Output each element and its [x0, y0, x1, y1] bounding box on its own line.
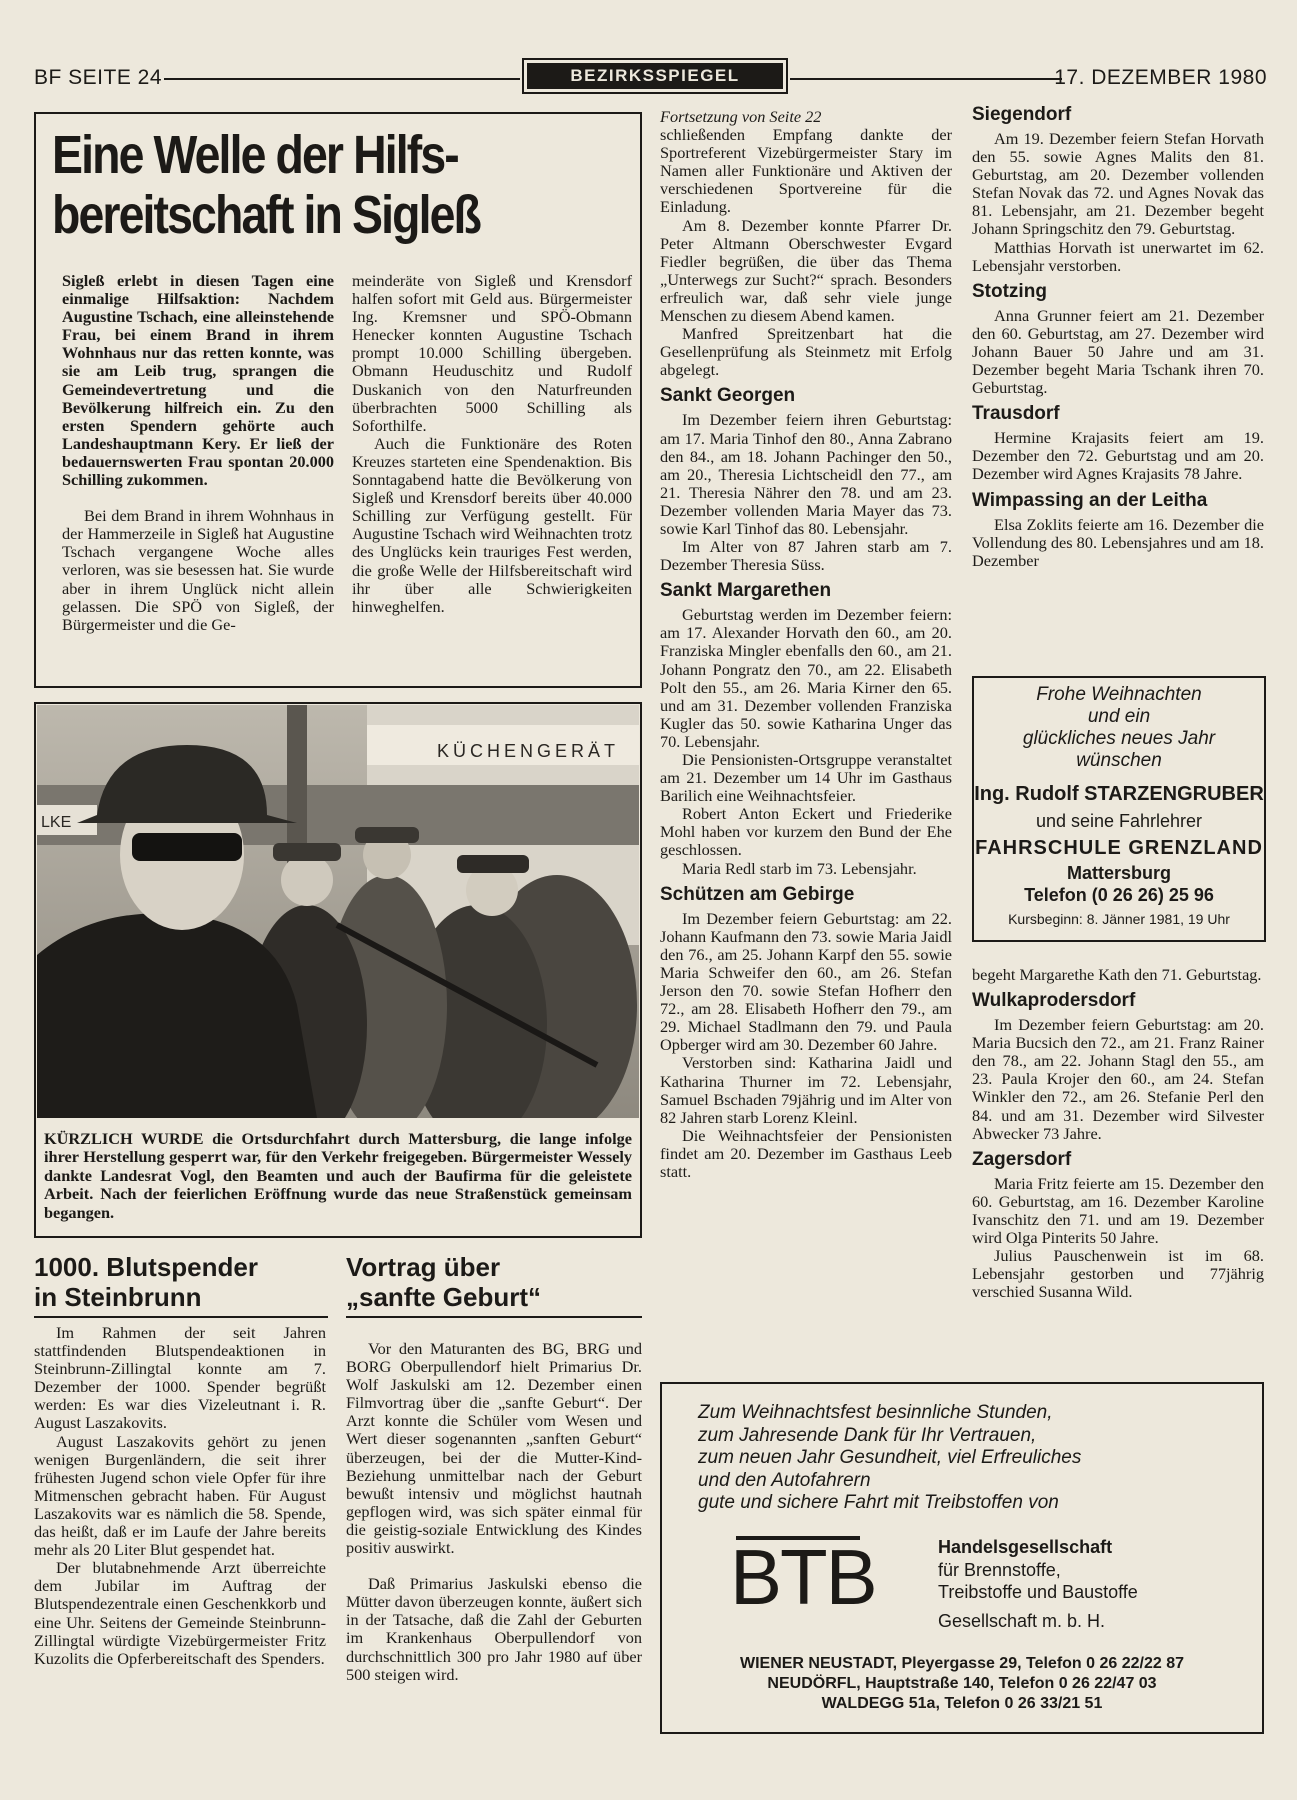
news-paragraph: begeht Margarethe Kath den 71. Geburtstag. — [972, 965, 1262, 984]
btb-greeting-line: gute und sichere Fahrt mit Treibstoffen von — [698, 1492, 1059, 1513]
lead-paragraph: Auch die Funktionäre des Roten Kreuzes starteten eine Spendenaktion. Bis Sonntagabend hatte die Bevölkerung von Sigleß und Krensdorf bereits über 40.000 Schilling zur Verfügung gestellt. Für Augustine Tschach wird Weihnachten trotz des Unglücks kein trauriges Fest werden, die große Welle der Hilfsbereitschaft wird ihr über alle Schwierigkeiten hinweghelfen. — [352, 433, 632, 616]
news-paragraph: Maria Redl starb im 73. Lebensjahr. — [682, 858, 917, 878]
community-news-column-4-continued — [972, 966, 1264, 1301]
blutspender-headline-line2: in Steinbrunn — [34, 1282, 202, 1312]
news-paragraph: Julius Pauschenwein ist im 68. Lebensjahr gestorben und 77jährig verschied Susanna Wild. — [972, 1246, 1264, 1302]
ad-greeting-line: Frohe Weihnachten — [1036, 684, 1202, 705]
ad-greeting-line: und ein — [1087, 706, 1151, 727]
vortrag-paragraph: Daß Primarius Jaskulski ebenso die Mütter davon überzeugen konnte, äußert sich in der Tatsache, daß die Zahl der Geburten im Krankenhaus Oberpullendorf von durchschnittlich 300 pro Jahr 1980 auf über 500 steigen wird. — [346, 1574, 642, 1684]
vortrag-headline — [346, 1252, 646, 1312]
fahrschule-advertisement — [972, 676, 1266, 942]
shop-sign-text: KÜCHENGERÄT — [437, 741, 620, 761]
place-heading-trausdorf: Trausdorf — [972, 403, 1060, 425]
vortrag-paragraph: Vor den Maturanten des BG, BRG und BORG Oberpullendorf hielt Primarius Dr. Wolf Jaskulski am 12. Dezember einen Filmvortrag über die „sanfte Geburt“. Der Arzt konnte die Schüler vom Wesen und Wert dieser sogenannten „sanften Geburt“ überzeugen, bei der die Mutter-Kind-Beziehung unmittelbar nach der Geburt bewußt intensiv und möglichst hautnah gepflogen wird, was sich später einmal für die geistig-soziale Entwicklung des Kindes positiv auswirkt. — [346, 1339, 642, 1558]
place-heading-siegendorf: Siegendorf — [972, 104, 1072, 125]
ad-owner-name: Ing. Rudolf STARZENGRUBER — [974, 783, 1264, 805]
news-paragraph: Matthias Horvath ist unerwartet im 62. Lebensjahr verstorben. — [972, 237, 1264, 275]
blutspender-paragraph: Im Rahmen der seit Jahren stattfindenden Blutspendeaktionen in Steinbrunn-Zillingtal konnte am 7. Dezember der 1000. Spender begrüßt werden: Es war dies Vizeleutnant i. R. August Laszakovits. — [34, 1323, 326, 1433]
vortrag-body — [346, 1340, 642, 1684]
btb-greeting-line: Zum Weihnachtsfest besinnliche Stunden, — [698, 1402, 1053, 1423]
btb-company-line: Treibstoffe und Baustoffe — [938, 1582, 1138, 1602]
news-paragraph: schließenden Empfang dankte der Sportreferent Vizebürgermeister Stary im Namen aller Funktionäre und Aktiven der verschiedenen Sportvereine für die Einladung. — [660, 125, 952, 217]
place-heading-stotzing: Stotzing — [972, 280, 1047, 302]
page-number: BF SEITE 24 — [34, 66, 163, 89]
btb-advertisement — [660, 1382, 1264, 1734]
btb-company-line: Handelsgesellschaft — [938, 1537, 1113, 1557]
header-rule-left — [164, 78, 520, 80]
issue-date: 17. DEZEMBER 1980 — [1054, 66, 1267, 89]
news-paragraph: Im Dezember feiern Geburtstag: am 20. Maria Bucsich den 72., am 21. Franz Rainer den 78., am 22. Johann Stagl den 55., am 23. Paula Krojer den 60., am 24. Stefan Winkler den 72., am 26. Stefanie Perl den 84. und am 31. Dezember wird Silvester Abwecker 73 Jahre. — [972, 1015, 1264, 1143]
news-paragraph: Geburtstag werden im Dezember feiern: am 17. Alexander Horvath den 60., am 20. Franziska Mingler ebenfalls den 60., am 21. Johann Pongratz den 70., am 22. Elisabeth Polt den 55., am 26. Maria Kirner den 65. und am 31. Dezember vollenden Franziska Kugler das 50. sowie Katharina Unger das 70. Lebensjahr. — [660, 605, 952, 751]
news-paragraph: Im Dezember feiern Geburtstag: am 22. Johann Kaufmann den 73. sowie Maria Jaidl den 76., am 25. Johann Karpf den 55. sowie Maria Schweifer den 60., am 26. Stefan Jerson den 70. sowie Stefan Hofherr den 72., am 28. Elisabeth Hofherr den 79., am 29. Michael Stadlmann den 79. und Paula Opberger wird am 30. Dezember 60 Jahre. — [660, 908, 952, 1055]
place-heading-zagersdorf: Zagersdorf — [972, 1148, 1072, 1170]
place-heading-sankt-margarethen: Sankt Margarethen — [660, 580, 832, 602]
news-paragraph: Im Dezember feiern ihren Geburtstag: am 17. Maria Tinhof den 80., Anna Zabrano den 84., am 18. Johann Pachinger den 50., am 20., Theresia Lichtscheidl den 77., am 21. Theresia Nährer den 78. und am 23. Dezember vollenden Maria Mayer das 73. sowie Karl Tinhof das 80. Lebensjahr. — [660, 410, 952, 538]
ad-course-date: Kursbeginn: 8. Jänner 1981, 19 Uhr — [1008, 911, 1230, 927]
lead-headline — [52, 125, 534, 245]
btb-company-block — [938, 1536, 1138, 1632]
lead-headline-line1: Eine Welle der Hilfs- — [52, 125, 458, 185]
vortrag-headline-line2: „sanfte Geburt“ — [346, 1282, 542, 1312]
photo-caption: KÜRZLICH WURDE die Ortsdurchfahrt durch Mattersburg, die lange infolge ihrer Herstellung gesperrt war, für den Verkehr freigegeben. Bürgermeister Wessely dankte Landesrat Vogl, den Beamten und auch der Baufirma für die geleistete Arbeit. Nach der feierlichen Eröffnung wurde das neue Straßenstück gemeinsam begangen. — [44, 1129, 632, 1222]
news-paragraph: Elsa Zoklits feierte am 16. Dezember die Vollendung des 80. Lebensjahres und am 18. Dezember — [972, 514, 1264, 570]
place-heading-sankt-georgen: Sankt Georgen — [660, 385, 796, 407]
ad-greeting-line: glückliches neues Jahr — [1022, 728, 1216, 749]
community-news-column-4 — [972, 104, 1264, 570]
lead-paragraph: meinderäte von Sigleß und Krensdorf halfen sofort mit Geld aus. Bürgermeister Ing. Kremsner und SPÖ-Obmann Henecker konnten Augustine Tschach prompt 10.000 Schilling übergeben. Obmann Heuduschitz und Rudolf Duskanich von den Naturfreunden überbrachten 5000 Schilling als Soforthilfe. — [352, 271, 632, 435]
shop-sign-left-text: LKE — [41, 814, 72, 831]
btb-address-line: WIENER NEUSTADT, Pleyergasse 29, Telefon 0 26 22/22 87 — [739, 1655, 1185, 1672]
news-paragraph: Robert Anton Eckert und Friederike Mohl haben vor kurzem den Bund der Ehe geschlossen. — [660, 804, 952, 860]
news-paragraph: Die Weihnachtsfeier der Pensionisten findet am 20. Dezember im Gasthaus Leeb statt. — [660, 1125, 952, 1181]
news-paragraph: Am 19. Dezember feiern Stefan Horvath den 55. sowie Agnes Malits den 81. Geburtstag, am 20. Dezember vollenden Stefan Novak das 72. und Agnes Novak das 81. Lebensjahr, am 21. Dezember begeht Johann Springschitz den 79. Geburtstag. — [972, 129, 1264, 239]
btb-company-line: Gesellschaft m. b. H. — [938, 1610, 1106, 1631]
ad-school-name: FAHRSCHULE GRENZLAND — [975, 837, 1263, 859]
blutspender-paragraph: Der blutabnehmende Arzt überreichte dem Jubilar im Auftrag der Blutspendezentrale einen Geschenkkorb und eine Uhr. Seitens der Gemeinde Steinbrunn-Zillingtal würdigte Vizebürgermeister Fritz Kuzolits die Opferbereitschaft des Spenders. — [34, 1558, 326, 1668]
vortrag-rule — [346, 1316, 642, 1318]
news-paragraph: Maria Fritz feierte am 15. Dezember den 60. Geburtstag, am 16. Dezember Karoline Ivanschitz den 71. und am 19. Dezember wird Olga Pinterits 50 Jahre. — [972, 1173, 1264, 1248]
btb-address-line: NEUDÖRFL, Hauptstraße 140, Telefon 0 26 22/47 03 — [767, 1675, 1157, 1692]
blutspender-body — [34, 1324, 326, 1668]
btb-logo: BTB — [730, 1533, 876, 1621]
btb-company-line: für Brennstoffe, — [938, 1559, 1061, 1580]
section-banner-label: BEZIRKSSPIEGEL — [527, 63, 783, 89]
lead-paragraph: Bei dem Brand in ihrem Wohnhaus in der Hammerzeile in Sigleß hat Augustine Tschach vergangene Woche alles verloren, was sie besessen hat. Sie wurde aber in ihrem Unglück nicht allein gelassen. Die SPÖ von Sigleß, der Bürgermeister und die Ge- — [62, 506, 334, 634]
news-paragraph: Manfred Spreitzenbart hat die Gesellenprüfung als Steinmetz mit Erfolg abgelegt. — [660, 324, 952, 380]
news-paragraph: Hermine Krajasits feiert am 19. Dezember den 72. Geburtstag und am 20. Dezember wird Agnes Krajasits 78 Jahre. — [972, 428, 1264, 484]
place-heading-schuetzen: Schützen am Gebirge — [660, 883, 855, 905]
btb-greeting — [698, 1402, 1081, 1515]
ad-greeting-line: wünschen — [1076, 750, 1162, 771]
news-paragraph: Im Alter von 87 Jahren starb am 7. Dezember Theresia Süss. — [660, 537, 952, 575]
btb-greeting-line: zum Jahresende Dank für Ihr Vertrauen, — [698, 1424, 1037, 1446]
continuation-note: Fortsetzung von Seite 22 — [660, 107, 822, 126]
ad-town: Mattersburg — [1066, 863, 1171, 883]
place-heading-wimpassing: Wimpassing an der Leitha — [972, 489, 1208, 511]
ad-subline: und seine Fahrlehrer — [1035, 811, 1203, 831]
news-paragraph: Am 8. Dezember konnte Pfarrer Dr. Peter Altmann Oberschwester Evgard Fiedler begrüßen, die über das Thema „Unterwegs zur Sucht?“ sprach. Besonders erfreulich war, daß sehr viele junge Menschen zu diesem Abend kamen. — [660, 215, 952, 326]
section-banner — [522, 58, 788, 94]
blutspender-paragraph: August Laszakovits gehört zu jenen wenigen Burgenländern, die seit ihrer frühesten Jugend schon viele Opfer für ihre Mitmenschen gebracht haben. Für August Laszakovits war es nämlich die 58. Spende, das heißt, daß er im Laufe der Jahre bereits mehr als 20 Liter Blut gespendet hat. — [34, 1431, 326, 1560]
news-paragraph: Die Pensionisten-Ortsgruppe veranstaltet am 21. Dezember um 14 Uhr im Gasthaus Barilich eine Weihnachtsfeier. — [660, 750, 952, 806]
btb-greeting-line: und den Autofahrern — [698, 1469, 871, 1491]
ad-phone: Telefon (0 26 26) 25 96 — [1024, 885, 1214, 905]
street-opening-photo — [37, 705, 639, 1118]
lead-column-2 — [352, 272, 632, 616]
news-paragraph: Verstorben sind: Katharina Jaidl und Katharina Thurner im 72. Lebensjahr, Samuel Bschaden 79jährig und im Alter von 82 Jahren starb Lorenz Kleinl. — [660, 1053, 952, 1127]
header-rule-right — [790, 78, 1062, 80]
blutspender-rule — [34, 1316, 328, 1318]
btb-greeting-line: zum neuen Jahr Gesundheit, viel Erfreuliches — [698, 1447, 1082, 1468]
blutspender-headline — [34, 1252, 324, 1312]
btb-addresses — [662, 1654, 1262, 1714]
vortrag-headline-line1: Vortrag über — [346, 1252, 501, 1282]
lead-headline-line2: bereitschaft in Sigleß — [52, 185, 481, 245]
lead-intro: Sigleß erlebt in diesen Tagen eine einmalige Hilfsaktion: Nachdem Augustine Tschach, eine alleinstehende Frau, bei einem Brand in ihrem Wohnhaus nur das retten konnte, was sie am Leib trug, sprangen die Gemeindevertretung und die Bevölkerung hilfreich ein. Zu den ersten Spendern gehörte auch Landeshauptmann Kery. Er ließ der bedauernswerten Frau spontan 20.000 Schilling zukommen. — [62, 271, 334, 490]
news-paragraph: Anna Grunner feiert am 21. Dezember den 60. Geburtstag, am 27. Dezember wird Johann Bauer 50 Jahre und am 31. Dezember begeht Maria Tschank ihren 70. Geburtstag. — [972, 305, 1264, 398]
place-heading-wulkaprodersdorf: Wulkaprodersdorf — [972, 990, 1136, 1012]
btb-address-line: WALDEGG 51a, Telefon 0 26 33/21 51 — [821, 1695, 1103, 1712]
lead-column-1 — [62, 272, 334, 634]
community-news-column-3 — [660, 108, 952, 1181]
blutspender-headline-line1: 1000. Blutspender — [34, 1252, 258, 1282]
